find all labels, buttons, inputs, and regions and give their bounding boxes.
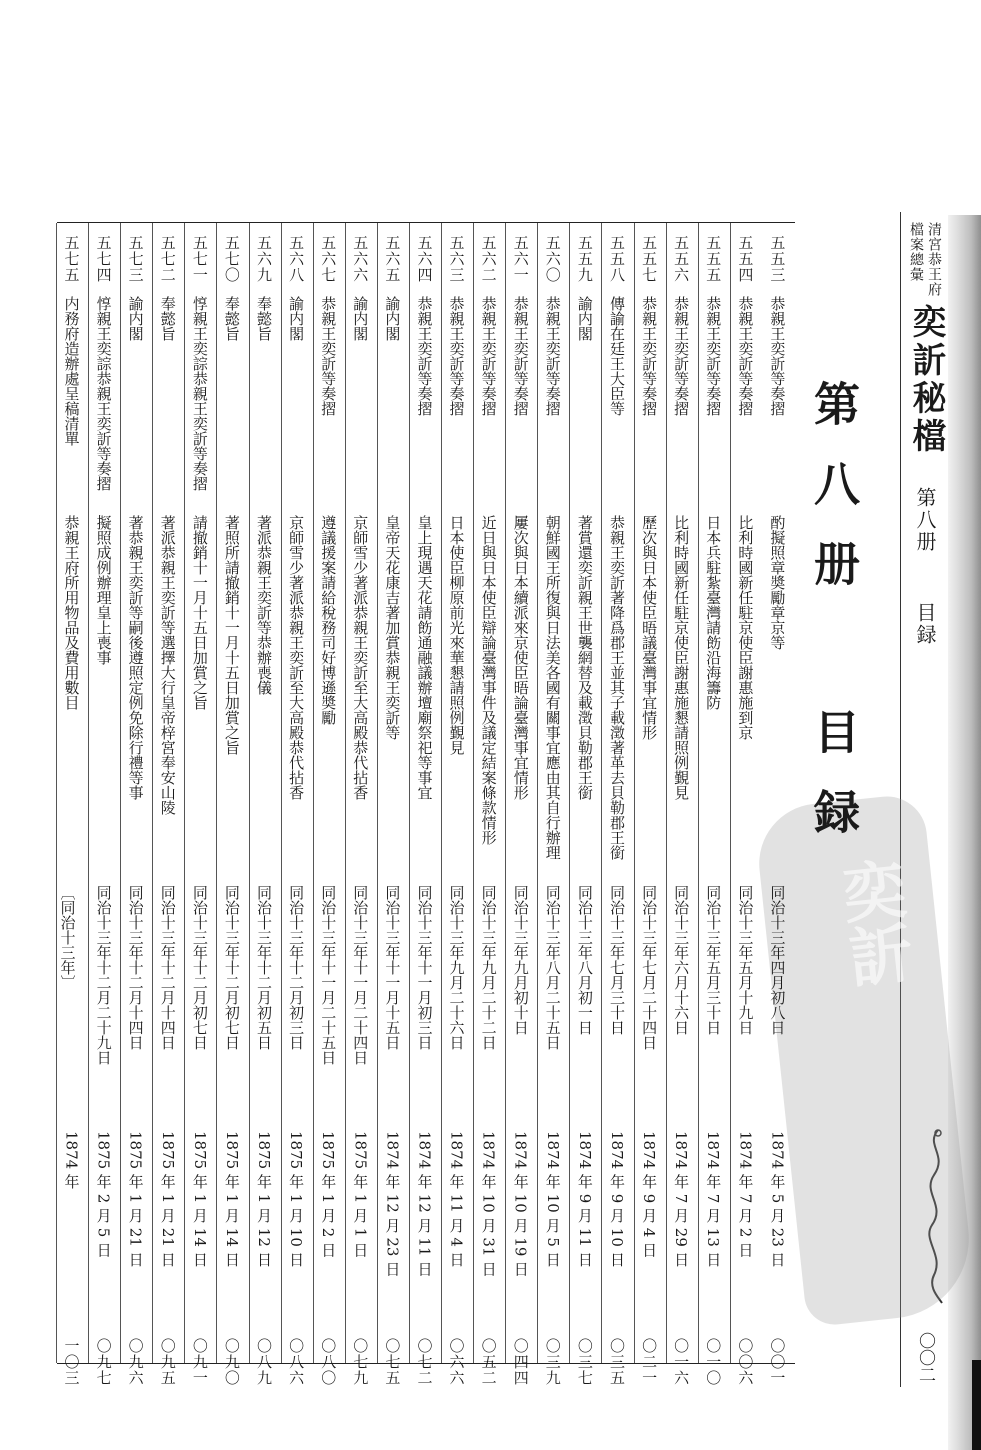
entry-number: 五七二 xyxy=(158,235,177,283)
entry-subject: 著派恭親王奕訢等恭辦喪儀 xyxy=(255,515,274,695)
entry-chinese-date: 同治十三年十一月二十五日 xyxy=(319,885,338,1065)
entry-chinese-date: 同治十三年六月十六日 xyxy=(672,885,691,1035)
entry-number: 五七一 xyxy=(190,235,209,283)
entry-subject: 京師雪少著派恭親王奕訢至大高殿恭代拈香 xyxy=(287,515,306,800)
entry-sender: 諭内閣 xyxy=(351,296,370,341)
entry-number: 五六三 xyxy=(447,235,466,283)
entry-page: 〇九一 xyxy=(190,1338,209,1386)
entry-page: 〇一〇 xyxy=(704,1338,723,1386)
entry-chinese-date: 同治十三年十二月十四日 xyxy=(158,885,177,1050)
entry-western-date: 1874 年 7 月 29 日 xyxy=(672,1131,691,1267)
toc-row xyxy=(378,223,410,1386)
toc-row xyxy=(474,223,506,1386)
entry-chinese-date: 同治十三年七月二十四日 xyxy=(640,885,659,1050)
entry-number: 五六〇 xyxy=(543,235,562,283)
entry-sender: 諭内閣 xyxy=(575,296,594,341)
entry-number: 五六五 xyxy=(383,235,402,283)
entry-chinese-date: 同治十三年五月十九日 xyxy=(736,885,755,1035)
entry-number: 五六二 xyxy=(479,235,498,283)
toc-row xyxy=(121,223,153,1386)
entry-western-date: 1874 年 10 月 5 日 xyxy=(543,1131,562,1267)
entry-sender: 恭親王奕訢等奏摺 xyxy=(447,296,466,416)
entry-subject: 朝鮮國王所復與日法美各國有關事宜應由其自行辦理 xyxy=(543,515,562,860)
entry-western-date: 1875 年 1 月 2 日 xyxy=(319,1131,338,1258)
entry-page: 〇七二 xyxy=(415,1338,434,1386)
entry-sender: 恭親王奕訢等奏摺 xyxy=(479,296,498,416)
entry-chinese-date: 同治十三年十二月初三日 xyxy=(287,885,306,1050)
entry-subject: 恭親王府所用物品及費用數目 xyxy=(62,515,81,710)
toc-row xyxy=(635,223,667,1386)
entry-chinese-date: 同治十三年十二月十四日 xyxy=(126,885,145,1050)
toc-row xyxy=(217,223,249,1386)
entry-western-date: 1874 年 7 月 2 日 xyxy=(736,1131,755,1258)
entry-chinese-date: 同治十三年九月二十二日 xyxy=(479,885,498,1050)
entry-sender: 諭内閣 xyxy=(383,296,402,341)
entry-number: 五五九 xyxy=(575,235,594,283)
entry-page: 〇九六 xyxy=(126,1338,145,1386)
entry-page: 〇七九 xyxy=(351,1338,370,1386)
entry-western-date: 1874 年 11 月 4 日 xyxy=(447,1131,466,1267)
entry-western-date: 1875 年 1 月 14 日 xyxy=(190,1131,209,1267)
toc-row xyxy=(153,223,185,1386)
entry-western-date: 1874 年 12 月 11 日 xyxy=(415,1131,434,1277)
entry-page: 〇五二 xyxy=(479,1338,498,1386)
entry-subject: 請撤銷十一月十五日加賞之旨 xyxy=(190,515,209,710)
entry-sender: 恭親王奕訢等奏摺 xyxy=(704,296,723,416)
entry-sender: 諭内閣 xyxy=(287,296,306,341)
entry-subject: 酌擬照章奬勵章京等 xyxy=(768,515,787,650)
entry-number: 五五六 xyxy=(672,235,691,283)
entry-page: 〇八〇 xyxy=(319,1338,338,1386)
entry-sender: 恭親王奕訢等奏摺 xyxy=(768,296,787,416)
entry-number: 五七三 xyxy=(126,235,145,283)
toc-row xyxy=(314,223,346,1386)
entry-subject: 擬照成例辦理皇上喪事 xyxy=(94,515,113,665)
entry-western-date: 1874 年 9 月 10 日 xyxy=(607,1131,626,1267)
entry-western-date: 1874 年 xyxy=(62,1131,81,1189)
entry-western-date: 1874 年 10 月 31 日 xyxy=(479,1131,498,1277)
entry-sender: 恭親王奕訢等奏摺 xyxy=(640,296,659,416)
entry-chinese-date: 同治十三年十二月初五日 xyxy=(255,885,274,1050)
entry-sender: 奉懿旨 xyxy=(222,296,241,341)
entry-subject: 近日與日本使臣辯論臺灣事件及議定結案條款情形 xyxy=(479,515,498,845)
entry-number: 五五八 xyxy=(607,235,626,283)
entry-sender: 内務府造辦處呈稿清單 xyxy=(62,296,81,446)
toc-row xyxy=(538,223,570,1386)
entry-western-date: 1875 年 1 月 1 日 xyxy=(351,1131,370,1258)
entry-page: 〇〇六 xyxy=(736,1338,755,1386)
entry-page: 〇七五 xyxy=(383,1338,402,1386)
toc-row xyxy=(667,223,699,1386)
entry-western-date: 1875 年 1 月 21 日 xyxy=(126,1131,145,1267)
entry-western-date: 1875 年 1 月 12 日 xyxy=(255,1131,274,1267)
entry-chinese-date: 同治十三年九月二十六日 xyxy=(447,885,466,1050)
entry-subject: 著照所請撤銷十一月十五日加賞之旨 xyxy=(222,515,241,755)
toc-row xyxy=(282,223,314,1386)
entry-chinese-date: 同治十三年九月初十日 xyxy=(511,885,530,1035)
entry-sender: 恭親王奕訢等奏摺 xyxy=(415,296,434,416)
entry-western-date: 1875 年 1 月 21 日 xyxy=(158,1131,177,1267)
entry-number: 五七五 xyxy=(62,235,81,283)
toc-row xyxy=(442,223,474,1386)
entry-sender: 諭内閣 xyxy=(126,296,145,341)
entry-page: 〇一六 xyxy=(672,1338,691,1386)
entry-subject: 比利時國新任駐京使臣謝惠施懇請照例覲見 xyxy=(672,515,691,800)
entry-number: 五六九 xyxy=(255,235,274,283)
entry-western-date: 1874 年 5 月 23 日 xyxy=(768,1131,787,1267)
entry-chinese-date: 同治十三年八月二十五日 xyxy=(543,885,562,1050)
entry-number: 五六八 xyxy=(287,235,306,283)
entry-page: 〇九〇 xyxy=(222,1338,241,1386)
entry-subject: 遵議援案請給稅務司好博遜奬勵 xyxy=(319,515,338,725)
header-section: 目録 xyxy=(913,602,937,646)
entry-sender: 恭親王奕訢等奏摺 xyxy=(319,296,338,416)
entry-chinese-date: 同治十三年十二月初七日 xyxy=(222,885,241,1050)
entry-subject: 屢次與日本續派來京使臣晤論臺灣事宜情形 xyxy=(511,515,530,800)
entry-page: 〇九五 xyxy=(158,1338,177,1386)
entry-western-date: 1875 年 1 月 10 日 xyxy=(287,1131,306,1267)
entry-chinese-date: 〔同治十三年〕 xyxy=(58,885,77,990)
toc-row xyxy=(346,223,378,1386)
entry-page: 〇八六 xyxy=(287,1338,306,1386)
toc-row xyxy=(731,223,763,1386)
entry-page: 〇二一 xyxy=(640,1338,659,1386)
entry-subject: 著賞還奕訢親王世襲網替及載澂貝勒郡王銜 xyxy=(575,515,594,800)
entry-subject: 歷次與日本使臣晤議臺灣事宜情形 xyxy=(640,515,659,740)
book-title: 奕訢秘檔 xyxy=(906,304,946,456)
entry-number: 五六六 xyxy=(351,235,370,283)
entry-western-date: 1874 年 9 月 11 日 xyxy=(575,1131,594,1267)
entry-chinese-date: 同治十三年五月三十日 xyxy=(704,885,723,1035)
entry-subject: 皇帝天花康吉著加賞恭親王奕訢等 xyxy=(383,515,402,740)
entry-sender: 惇親王奕誴恭親王奕訢等奏摺 xyxy=(94,296,113,491)
entry-chinese-date: 同治十三年八月初一日 xyxy=(575,885,594,1035)
toc-row xyxy=(410,223,442,1386)
entry-sender: 奉懿旨 xyxy=(255,296,274,341)
entry-sender: 恭親王奕訢等奏摺 xyxy=(511,296,530,416)
page-number: 〇〇二 xyxy=(915,1332,935,1383)
entry-chinese-date: 同治十三年十二月初七日 xyxy=(190,885,209,1050)
entry-number: 五五三 xyxy=(768,235,787,283)
entry-page: 〇八九 xyxy=(255,1338,274,1386)
entry-subject: 著派恭親王奕訢等選擇大行皇帝梓宮奉安山陵 xyxy=(158,515,177,815)
entry-number: 五六四 xyxy=(415,235,434,283)
entry-chinese-date: 同治十三年十一月十五日 xyxy=(383,885,402,1050)
entry-chinese-date: 同治十三年四月初八日 xyxy=(768,885,787,1035)
toc-row xyxy=(763,223,795,1386)
entry-chinese-date: 同治十三年十二月二十九日 xyxy=(94,885,113,1065)
entry-subject: 恭親王奕訢著降爲郡王並其子載澂著革去貝勒郡王銜 xyxy=(607,515,626,860)
entry-page: 〇九七 xyxy=(94,1338,113,1386)
entry-western-date: 1874 年 10 月 19 日 xyxy=(511,1131,530,1277)
toc-row xyxy=(250,223,282,1386)
entry-number: 五七〇 xyxy=(222,235,241,283)
series-title-line2: 檔案總彙 xyxy=(908,222,924,282)
entry-page: 〇〇一 xyxy=(768,1338,787,1386)
entry-western-date: 1874 年 12 月 23 日 xyxy=(383,1131,402,1277)
toc-row xyxy=(57,223,89,1386)
entry-page: 〇三五 xyxy=(607,1338,626,1386)
entry-number: 五五四 xyxy=(736,235,755,283)
toc-row xyxy=(602,223,634,1386)
entry-sender: 惇親王奕誴恭親王奕訢等奏摺 xyxy=(190,296,209,491)
entry-chinese-date: 同治十三年七月三十日 xyxy=(607,885,626,1035)
entry-subject: 比利時國新任駐京使臣謝惠施到京 xyxy=(736,515,755,740)
entry-subject: 日本使臣柳原前光來華懇請照例覲見 xyxy=(447,515,466,755)
series-title-line1: 清宮恭王府 xyxy=(926,222,942,297)
entry-page: 一〇三 xyxy=(62,1338,81,1386)
toc-row xyxy=(89,223,121,1386)
entry-western-date: 1874 年 7 月 13 日 xyxy=(704,1131,723,1267)
entry-chinese-date: 同治十三年十一月初三日 xyxy=(415,885,434,1050)
entry-subject: 皇上現遇天花請飭通融議辦壇廟祭祀等事宜 xyxy=(415,515,434,800)
toc-row xyxy=(185,223,217,1386)
header-volume: 第八册 xyxy=(913,487,937,553)
entry-subject: 日本兵駐紮臺灣請飭沿海籌防 xyxy=(704,515,723,710)
toc-row xyxy=(506,223,538,1386)
entry-sender: 恭親王奕訢等奏摺 xyxy=(672,296,691,416)
entry-sender: 奉懿旨 xyxy=(158,296,177,341)
entry-number: 五五五 xyxy=(704,235,723,283)
toc-table xyxy=(57,222,795,1386)
entry-western-date: 1875 年 1 月 14 日 xyxy=(222,1131,241,1267)
entry-western-date: 1874 年 9 月 4 日 xyxy=(640,1131,659,1258)
entry-sender: 恭親王奕訢等奏摺 xyxy=(543,296,562,416)
spine-shadow xyxy=(972,1360,981,1450)
entry-page: 〇六六 xyxy=(447,1338,466,1386)
entry-number: 五七四 xyxy=(94,235,113,283)
entry-subject: 京師雪少著派恭親王奕訢至大高殿恭代拈香 xyxy=(351,515,370,800)
entry-page: 〇三七 xyxy=(575,1338,594,1386)
volume-title: 第八册 目録 xyxy=(807,380,861,868)
entry-sender: 恭親王奕訢等奏摺 xyxy=(736,296,755,416)
entry-number: 五六七 xyxy=(319,235,338,283)
entry-sender: 傳諭在廷王大臣等 xyxy=(607,296,626,416)
entry-page: 〇四四 xyxy=(511,1338,530,1386)
entry-chinese-date: 同治十三年十一月二十四日 xyxy=(351,885,370,1065)
entry-number: 五六一 xyxy=(511,235,530,283)
toc-row xyxy=(699,223,731,1386)
entry-subject: 著恭親王奕訢等嗣後遵照定例免除行禮等事 xyxy=(126,515,145,800)
entry-page: 〇三九 xyxy=(543,1338,562,1386)
entry-number: 五五七 xyxy=(640,235,659,283)
toc-row xyxy=(570,223,602,1386)
watermark-text: 奕訢 xyxy=(828,854,917,991)
entry-western-date: 1875 年 2 月 5 日 xyxy=(94,1131,113,1258)
